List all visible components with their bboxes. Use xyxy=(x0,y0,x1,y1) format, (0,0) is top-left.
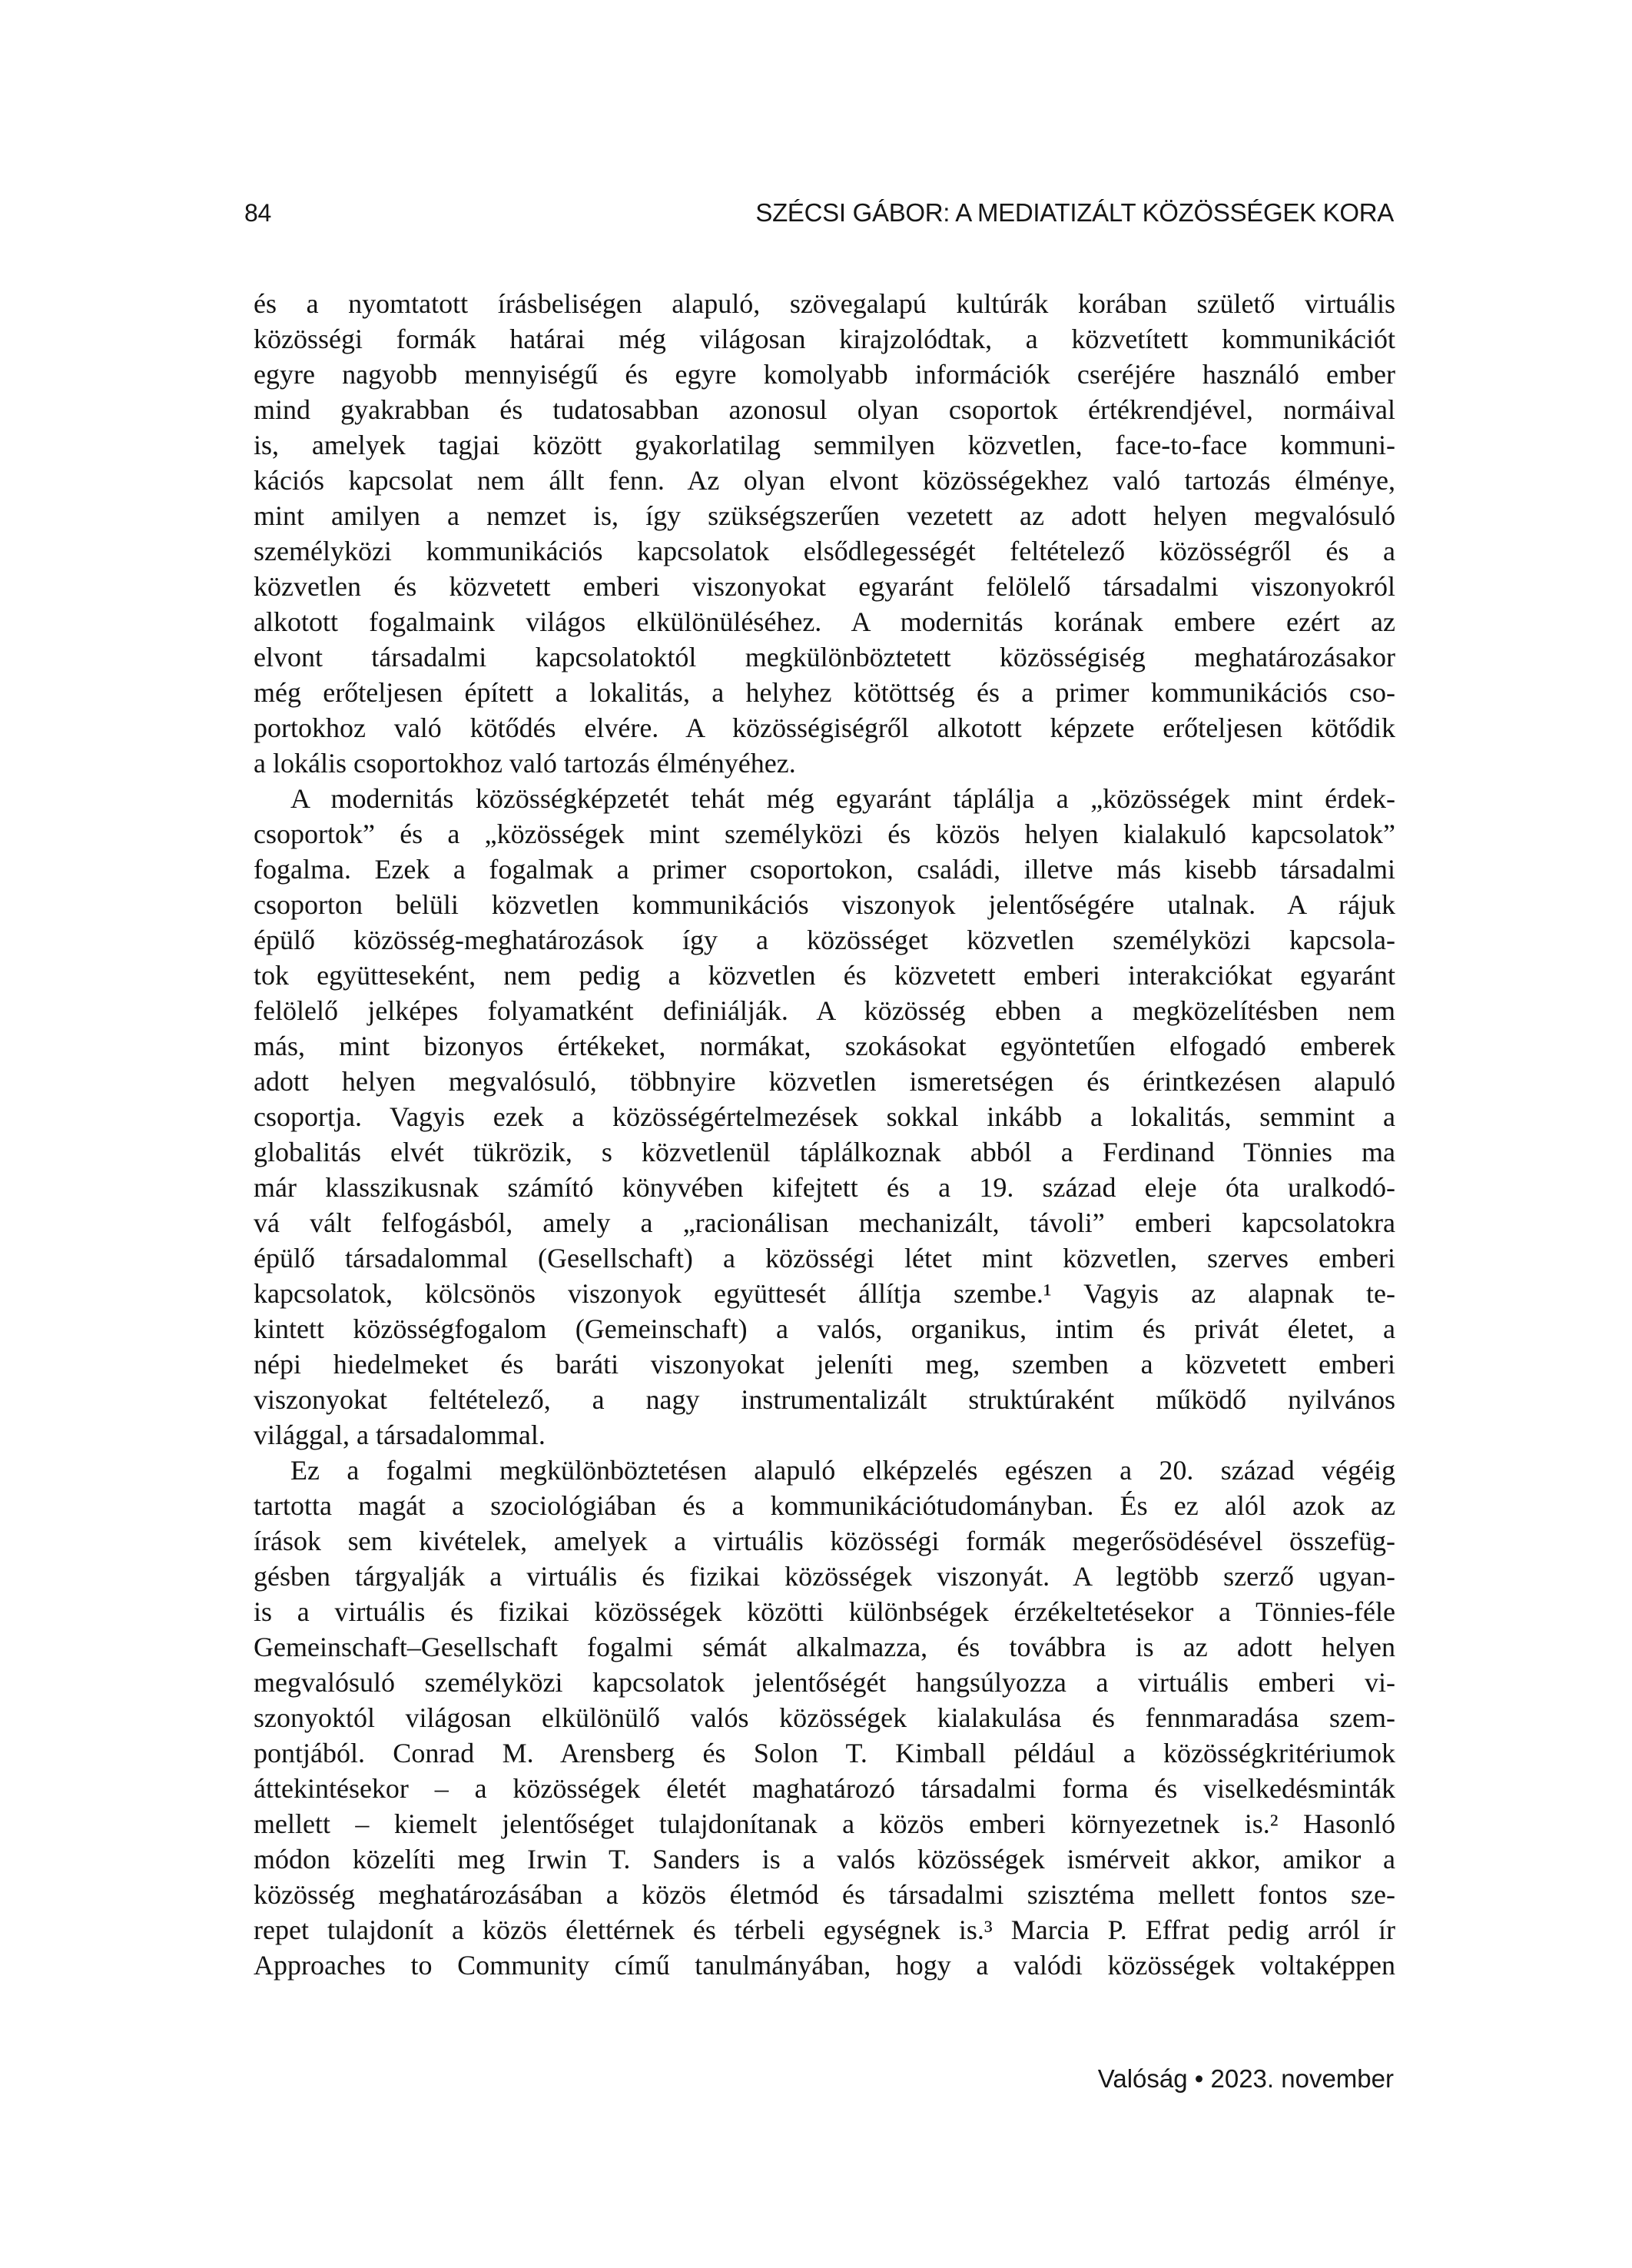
text-line: közösség meghatározásában a közös életmód és társadalmi szisztéma mellett fontos sze- xyxy=(254,1879,1395,1910)
text-line: Ez a fogalmi megkülönböztetésen alapuló elképzelés egészen a 20. század végéig xyxy=(290,1455,1395,1486)
text-line: kintett közösségfogalom (Gemeinschaft) a valós, organikus, intim és privát életet, a xyxy=(254,1313,1395,1344)
text-line: áttekintésekor – a közösségek életét maghatározó társadalmi forma és viselkedésminták xyxy=(254,1773,1395,1804)
text-line: írások sem kivételek, amelyek a virtuális közösségi formák megerősödésével összefüg- xyxy=(254,1526,1395,1556)
journal-footer: Valóság • 2023. november xyxy=(1097,2064,1394,2093)
running-header xyxy=(244,198,1394,227)
page-number: 84 xyxy=(244,199,271,227)
text-line: fogalma. Ezek a fogalmak a primer csoportokon, családi, illetve más kisebb társadalmi xyxy=(254,854,1395,885)
text-line: Gemeinschaft–Gesellschaft fogalmi sémát alkalmazza, és továbbra is az adott helyen xyxy=(254,1632,1395,1662)
text-line: mellett – kiemelt jelentőséget tulajdonítanak a közös emberi környezetnek is.² Hasonló xyxy=(254,1808,1395,1839)
text-line: más, mint bizonyos értékeket, normákat, szokásokat egyöntetűen elfogadó emberek xyxy=(254,1031,1395,1061)
text-line: felölelő jelképes folyamatként definiálják. A közösség ebben a megközelítésben nem xyxy=(254,995,1395,1026)
paragraph xyxy=(254,286,1395,781)
text-line: már klasszikusnak számító könyvében kifejtett és a 19. század eleje óta uralkodó- xyxy=(254,1172,1395,1203)
text-line: pontjából. Conrad M. Arensberg és Solon T. Kimball például a közösségkritériumok xyxy=(254,1738,1395,1768)
text-line: közvetlen és közvetett emberi viszonyokat egyaránt felölelő társadalmi viszonyokról xyxy=(254,571,1395,602)
text-line: és a nyomtatott írásbeliségen alapuló, szövegalapú kultúrák korában születő virtuális xyxy=(254,288,1395,319)
text-line: globalitás elvét tükrözik, s közvetlenül táplálkoznak abból a Ferdinand Tönnies ma xyxy=(254,1137,1395,1167)
text-line: módon közelíti meg Irwin T. Sanders is a valós közösségek ismérveit akkor, amikor a xyxy=(254,1844,1395,1875)
text-line: személyközi kommunikációs kapcsolatok elsődlegességét feltételező közösségről és a xyxy=(254,536,1395,566)
text-line: megvalósuló személyközi kapcsolatok jelentőségét hangsúlyozza a virtuális emberi vi- xyxy=(254,1667,1395,1698)
body-text xyxy=(254,286,1395,1983)
text-line: is, amelyek tagjai között gyakorlatilag semmilyen közvetlen, face-to-face kommuni- xyxy=(254,430,1395,460)
text-line: mint amilyen a nemzet is, így szükségszerűen vezetett az adott helyen megvalósuló xyxy=(254,500,1395,531)
text-line: is a virtuális és fizikai közösségek közötti különbségek érzékeltetésekor a Tönnies-féle xyxy=(254,1596,1395,1627)
running-title: SZÉCSI GÁBOR: A MEDIATIZÁLT KÖZÖSSÉGEK KORA xyxy=(755,198,1394,227)
text-line: gésben tárgyalják a virtuális és fizikai közösségek viszonyát. A legtöbb szerző ugyan- xyxy=(254,1561,1395,1592)
text-line: alkotott fogalmaink világos elkülönüléséhez. A modernitás korának embere ezért az xyxy=(254,606,1395,637)
text-line: adott helyen megvalósuló, többnyire közvetlen ismeretségen és érintkezésen alapuló xyxy=(254,1066,1395,1097)
text-line: csoportok” és a „közösségek mint személyközi és közös helyen kialakuló kapcsolatok” xyxy=(254,819,1395,849)
paragraph xyxy=(254,1453,1395,1983)
text-line: repet tulajdonít a közös élettérnek és térbeli egységnek is.³ Marcia P. Effrat pedig arról ír xyxy=(254,1914,1395,1945)
text-line: tok együtteseként, nem pedig a közvetlen és közvetett emberi interakciókat egyaránt xyxy=(254,960,1395,991)
text-line: csoportja. Vagyis ezek a közösségértelmezések sokkal inkább a lokalitás, semmint a xyxy=(254,1101,1395,1132)
paragraph xyxy=(254,781,1395,1453)
text-line: világgal, a társadalommal. xyxy=(254,1420,546,1450)
text-line: vá vált felfogásból, amely a „racionálisan mechanizált, távoli” emberi kapcsolatokra xyxy=(254,1207,1395,1238)
text-line: a lokális csoportokhoz való tartozás élményéhez. xyxy=(254,748,796,779)
text-line: épülő társadalommal (Gesellschaft) a közösségi létet mint közvetlen, szerves emberi xyxy=(254,1243,1395,1273)
text-line: A modernitás közösségképzetét tehát még egyaránt táplálja a „közösségek mint érdek- xyxy=(290,783,1395,814)
text-line: népi hiedelmeket és baráti viszonyokat jeleníti meg, szemben a közvetett emberi xyxy=(254,1349,1395,1380)
text-line: kapcsolatok, kölcsönös viszonyok együttesét állítja szembe.¹ Vagyis az alapnak te- xyxy=(254,1278,1395,1309)
text-line: tartotta magát a szociológiában és a kommunikációtudományban. És ez alól azok az xyxy=(254,1490,1395,1521)
text-line: még erőteljesen épített a lokalitás, a helyhez kötöttség és a primer kommunikációs cso- xyxy=(254,677,1395,708)
text-line: elvont társadalmi kapcsolatoktól megkülönböztetett közösségiség meghatározásakor xyxy=(254,642,1395,672)
text-line: egyre nagyobb mennyiségű és egyre komolyabb információk cseréjére használó ember xyxy=(254,359,1395,390)
text-line: viszonyokat feltételező, a nagy instrumentalizált struktúraként működő nyilvános xyxy=(254,1384,1395,1415)
text-line: közösségi formák határai még világosan kirajzolódtak, a közvetített kommunikációt xyxy=(254,324,1395,354)
text-line: csoporton belüli közvetlen kommunikációs viszonyok jelentőségére utalnak. A rájuk xyxy=(254,889,1395,920)
text-line: kációs kapcsolat nem állt fenn. Az olyan elvont közösségekhez való tartozás élménye, xyxy=(254,465,1395,496)
text-line: mind gyakrabban és tudatosabban azonosul olyan csoportok értékrendjével, normáival xyxy=(254,394,1395,425)
text-line: Approaches to Community című tanulmányában, hogy a valódi közösségek voltaképpen xyxy=(254,1950,1395,1981)
text-line: portokhoz való kötődés elvére. A közösségiségről alkotott képzete erőteljesen kötődik xyxy=(254,712,1395,743)
text-line: épülő közösség-meghatározások így a közösséget közvetlen személyközi kapcsola- xyxy=(254,925,1395,955)
text-line: szonyoktól világosan elkülönülő valós közösségek kialakulása és fennmaradása szem- xyxy=(254,1702,1395,1733)
